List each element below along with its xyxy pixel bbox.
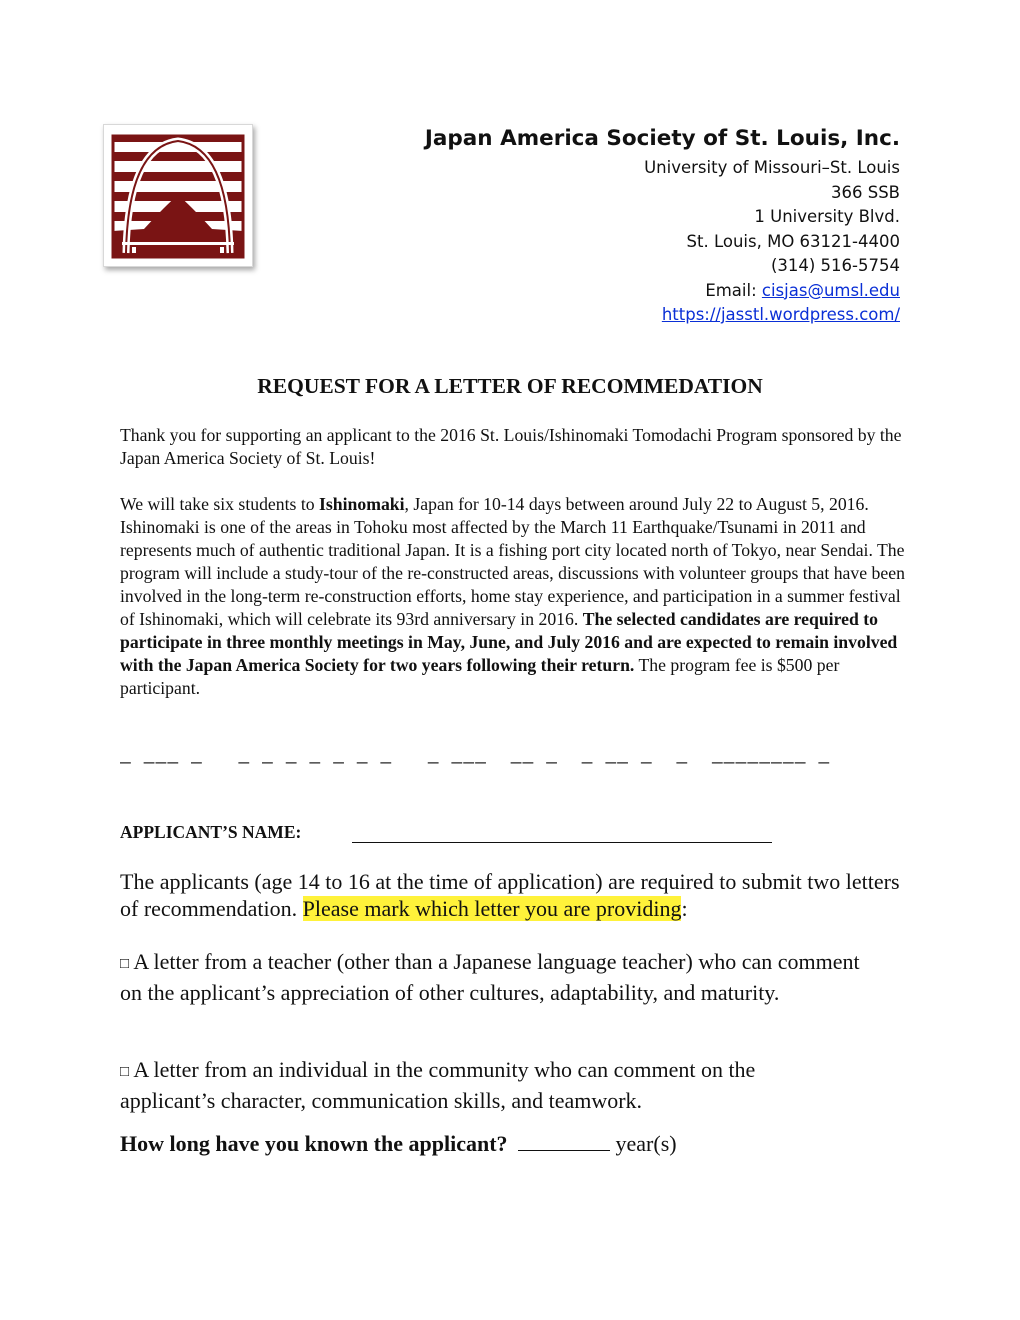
program-details: , Japan for 10-14 days between around July 22 to August 5, 2016. Ishinomaki is one of the areas in Tohoku most affected by the March 11 Earthquake/Tsunami in 2011 and represents much of authentic traditional Japan. It is a fishing port city located north of Tokyo, near Sendai. The program will include a study-tour of the re-constructed areas, discussions with volunteer groups that have been involved in the long-term re-construction efforts, home stay experience, and participation in a summer festival of Ishinomaki, which will celebrate its 93rd anniversary in 2016. — [120, 494, 905, 629]
email-link[interactable]: cisjas@umsl.edu — [761, 280, 900, 300]
program-place: Ishinomaki — [319, 494, 405, 514]
program-requirements: The selected candidates are required to participate in three monthly meetings in May, June, and July 2016 and are expected to remain involved with the Japan America Society for two years following their return. — [120, 609, 898, 675]
website-link[interactable]: https://jasstl.wordpress.com/ — [661, 305, 900, 324]
option-teacher-text: A letter from a teacher (other than a Japanese language teacher) who can comment on the applicant’s appreciation of other cultures, adaptability, and maturity. — [120, 949, 860, 1005]
program-description — [120, 493, 910, 700]
intro-paragraph: Thank you for supporting an applicant to the 2016 St. Louis/Ishinomaki Tomodachi Program sponsored by the Japan America Society of St. Louis! — [120, 425, 902, 468]
program-text-start: We will take six students to — [120, 494, 320, 514]
instructions-colon: : — [681, 896, 688, 921]
years-unit: year(s) — [615, 1131, 677, 1156]
instructions — [120, 868, 920, 922]
years-known-field[interactable] — [518, 1132, 610, 1151]
address-line-university: University of Missouri–St. Louis — [644, 158, 900, 177]
instructions-highlight: Please mark which letter you are providing — [302, 896, 682, 921]
teacher-checkbox[interactable]: □ — [120, 956, 130, 972]
program-fee: The program fee is $500 per participant. — [120, 655, 840, 698]
option-community — [120, 1056, 840, 1114]
community-checkbox[interactable]: □ — [120, 1064, 130, 1080]
organization-contact-block — [425, 124, 900, 328]
address-line-room: 366 SSB — [830, 182, 900, 202]
question-text: How long have you known the applicant? — [120, 1131, 508, 1156]
arch-logo-icon — [104, 125, 252, 266]
document-title: REQUEST FOR A LETTER OF RECOMMEDATION — [257, 374, 763, 398]
instructions-text: The applicants (age 14 to 16 at the time of application) are required to submit two letters of recommendation. — [120, 869, 900, 921]
applicant-name-label: APPLICANT’S NAME: — [120, 822, 302, 842]
separator-line: – –—– – – – – – – – – – ––– –– – – –– – – –––—–—–— – — [120, 752, 831, 773]
applicant-name-field[interactable] — [352, 842, 772, 843]
option-community-text: A letter from an individual in the community who can comment on the applicant’s character, communication skills, and teamwork. — [120, 1057, 756, 1113]
address-line-street: 1 University Blvd. — [754, 207, 900, 226]
website-line — [425, 303, 900, 328]
phone-number: (314) 516-5754 — [770, 256, 900, 275]
known-duration-question — [120, 1131, 677, 1157]
email-line — [425, 279, 900, 304]
organization-logo — [103, 124, 253, 267]
organization-name: Japan America Society of St. Louis, Inc. — [424, 126, 900, 151]
option-teacher — [120, 948, 860, 1006]
email-label: Email: — [705, 280, 762, 300]
address-line-city: St. Louis, MO 63121-4400 — [686, 231, 900, 251]
